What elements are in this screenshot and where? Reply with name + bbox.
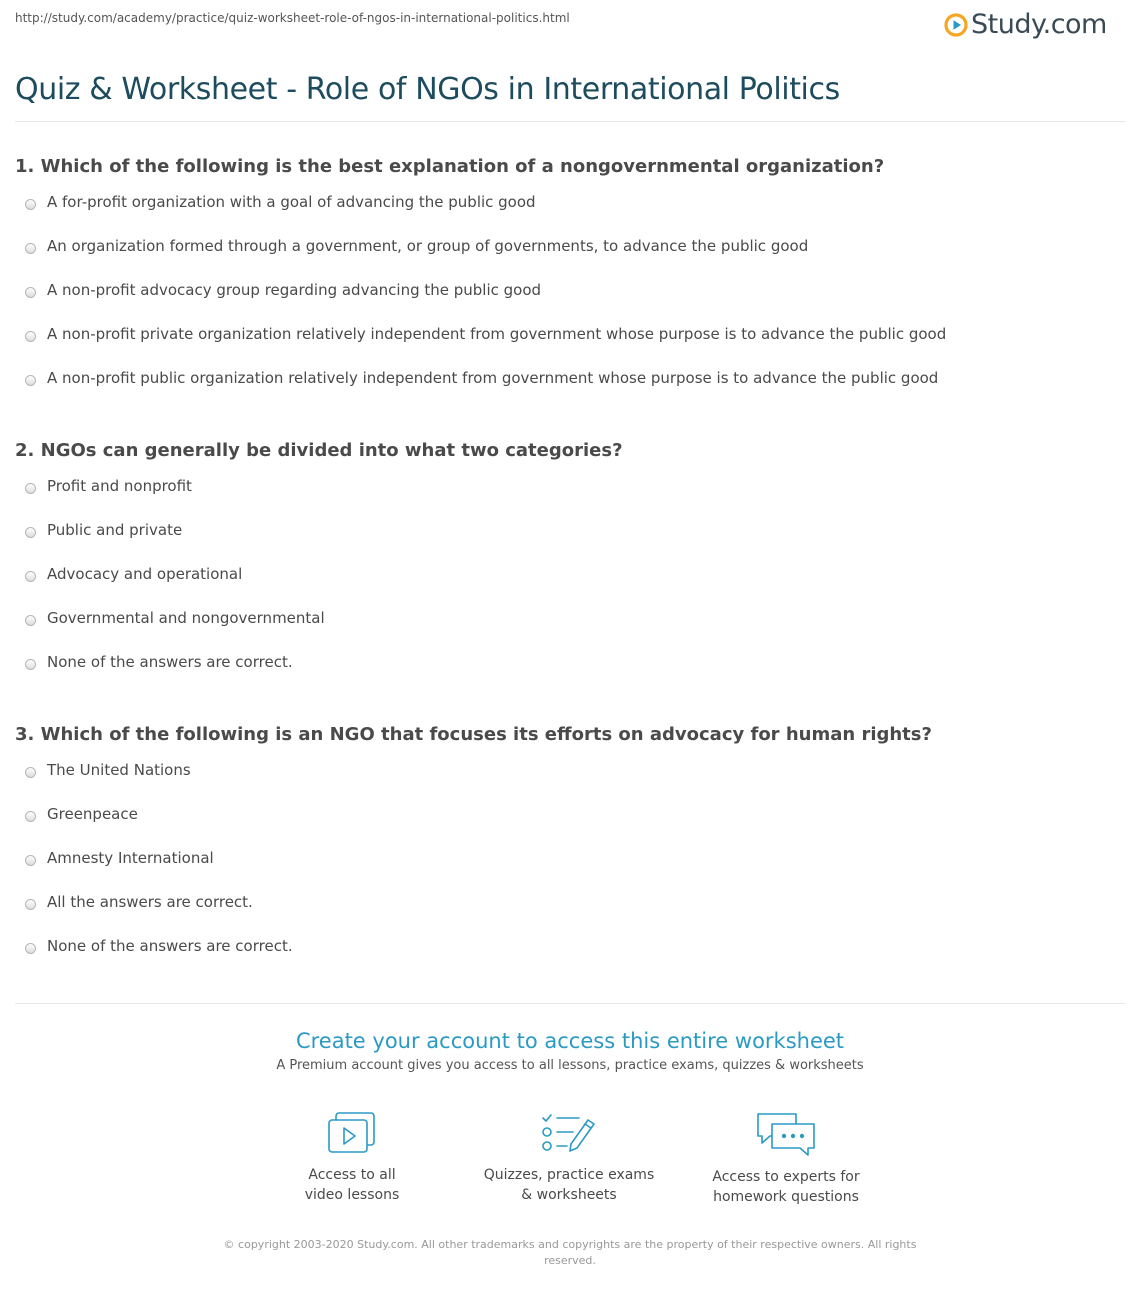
chat-bubbles-icon — [754, 1110, 818, 1158]
study-logo[interactable] — [944, 6, 1107, 44]
answer-label[interactable]: Greenpeace — [47, 805, 138, 823]
feature-label: Quizzes, practice exams & worksheets — [483, 1167, 655, 1203]
answer-option[interactable] — [15, 369, 1125, 419]
answer-label[interactable]: A non-profit advocacy group regarding advancing the public good — [47, 281, 542, 299]
play-circle-icon — [944, 13, 968, 37]
feature-quizzes — [469, 1110, 669, 1205]
answer-label[interactable]: Amnesty International — [47, 849, 214, 867]
answer-list — [15, 477, 1125, 703]
radio-button[interactable] — [25, 659, 36, 670]
answer-list — [15, 193, 1125, 419]
page-url: http://study.com/academy/practice/quiz-worksheet-role-of-ngos-in-international-politics.html — [15, 11, 570, 25]
quiz-checklist-icon — [541, 1110, 597, 1156]
cta-subtitle: A Premium account gives you access to all lessons, practice exams, quizzes & worksheets — [276, 1058, 864, 1073]
radio-button[interactable] — [25, 943, 36, 954]
answer-label[interactable]: None of the answers are correct. — [47, 937, 293, 955]
answer-label[interactable]: A non-profit public organization relatively independent from government whose purpose is to advance the public good — [47, 369, 939, 387]
radio-button[interactable] — [25, 615, 36, 626]
question-text: 1. Which of the following is the best explanation of a nongovernmental organization? — [15, 156, 885, 177]
radio-button[interactable] — [25, 243, 36, 254]
feature-label: Access to all video lessons — [304, 1167, 400, 1203]
answer-label[interactable]: The United Nations — [47, 761, 191, 779]
question-text: 3. Which of the following is an NGO that focuses its efforts on advocacy for human rights? — [15, 724, 932, 745]
radio-button[interactable] — [25, 767, 36, 778]
answer-label[interactable]: All the answers are correct. — [47, 893, 253, 911]
answer-label[interactable]: Public and private — [47, 521, 183, 539]
radio-button[interactable] — [25, 571, 36, 582]
radio-button[interactable] — [25, 331, 36, 342]
radio-button[interactable] — [25, 287, 36, 298]
answer-label[interactable]: Profit and nonprofit — [47, 477, 192, 495]
answer-label[interactable]: A for-profit organization with a goal of advancing the public good — [47, 193, 536, 211]
video-lessons-icon — [326, 1110, 378, 1156]
answer-option[interactable] — [15, 653, 1125, 703]
radio-button[interactable] — [25, 375, 36, 386]
radio-button[interactable] — [25, 899, 36, 910]
answer-label[interactable]: None of the answers are correct. — [47, 653, 293, 671]
copyright-notice: © copyright 2003-2020 Study.com. All other trademarks and copyrights are the property of their respective owners. All rights reserved. — [223, 1238, 917, 1267]
cta-divider — [15, 1003, 1125, 1004]
radio-button[interactable] — [25, 483, 36, 494]
logo-text: Study.com — [971, 9, 1107, 40]
radio-button[interactable] — [25, 199, 36, 210]
answer-label[interactable]: Advocacy and operational — [47, 565, 243, 583]
answer-option[interactable] — [15, 761, 1125, 811]
question-2 — [15, 439, 1125, 703]
answer-list — [15, 761, 1125, 987]
page-title: Quiz & Worksheet - Role of NGOs in International Politics — [15, 72, 840, 107]
question-text: 2. NGOs can generally be divided into what two categories? — [15, 440, 623, 461]
question-1 — [15, 155, 1125, 419]
radio-button[interactable] — [25, 811, 36, 822]
radio-button[interactable] — [25, 855, 36, 866]
feature-label: Access to experts for homework questions — [712, 1169, 860, 1205]
answer-label[interactable]: Governmental and nongovernmental — [47, 609, 325, 627]
question-3 — [15, 723, 1125, 987]
feature-video-lessons — [252, 1110, 452, 1205]
answer-option[interactable] — [15, 937, 1125, 987]
answer-label[interactable]: An organization formed through a government, or group of governments, to advance the public good — [47, 237, 809, 255]
feature-experts — [686, 1110, 886, 1207]
title-divider — [15, 121, 1125, 122]
radio-button[interactable] — [25, 527, 36, 538]
create-account-link[interactable]: Create your account to access this entire worksheet — [295, 1029, 845, 1053]
answer-label[interactable]: A non-profit private organization relatively independent from government whose purpose is to advance the public good — [47, 325, 947, 343]
